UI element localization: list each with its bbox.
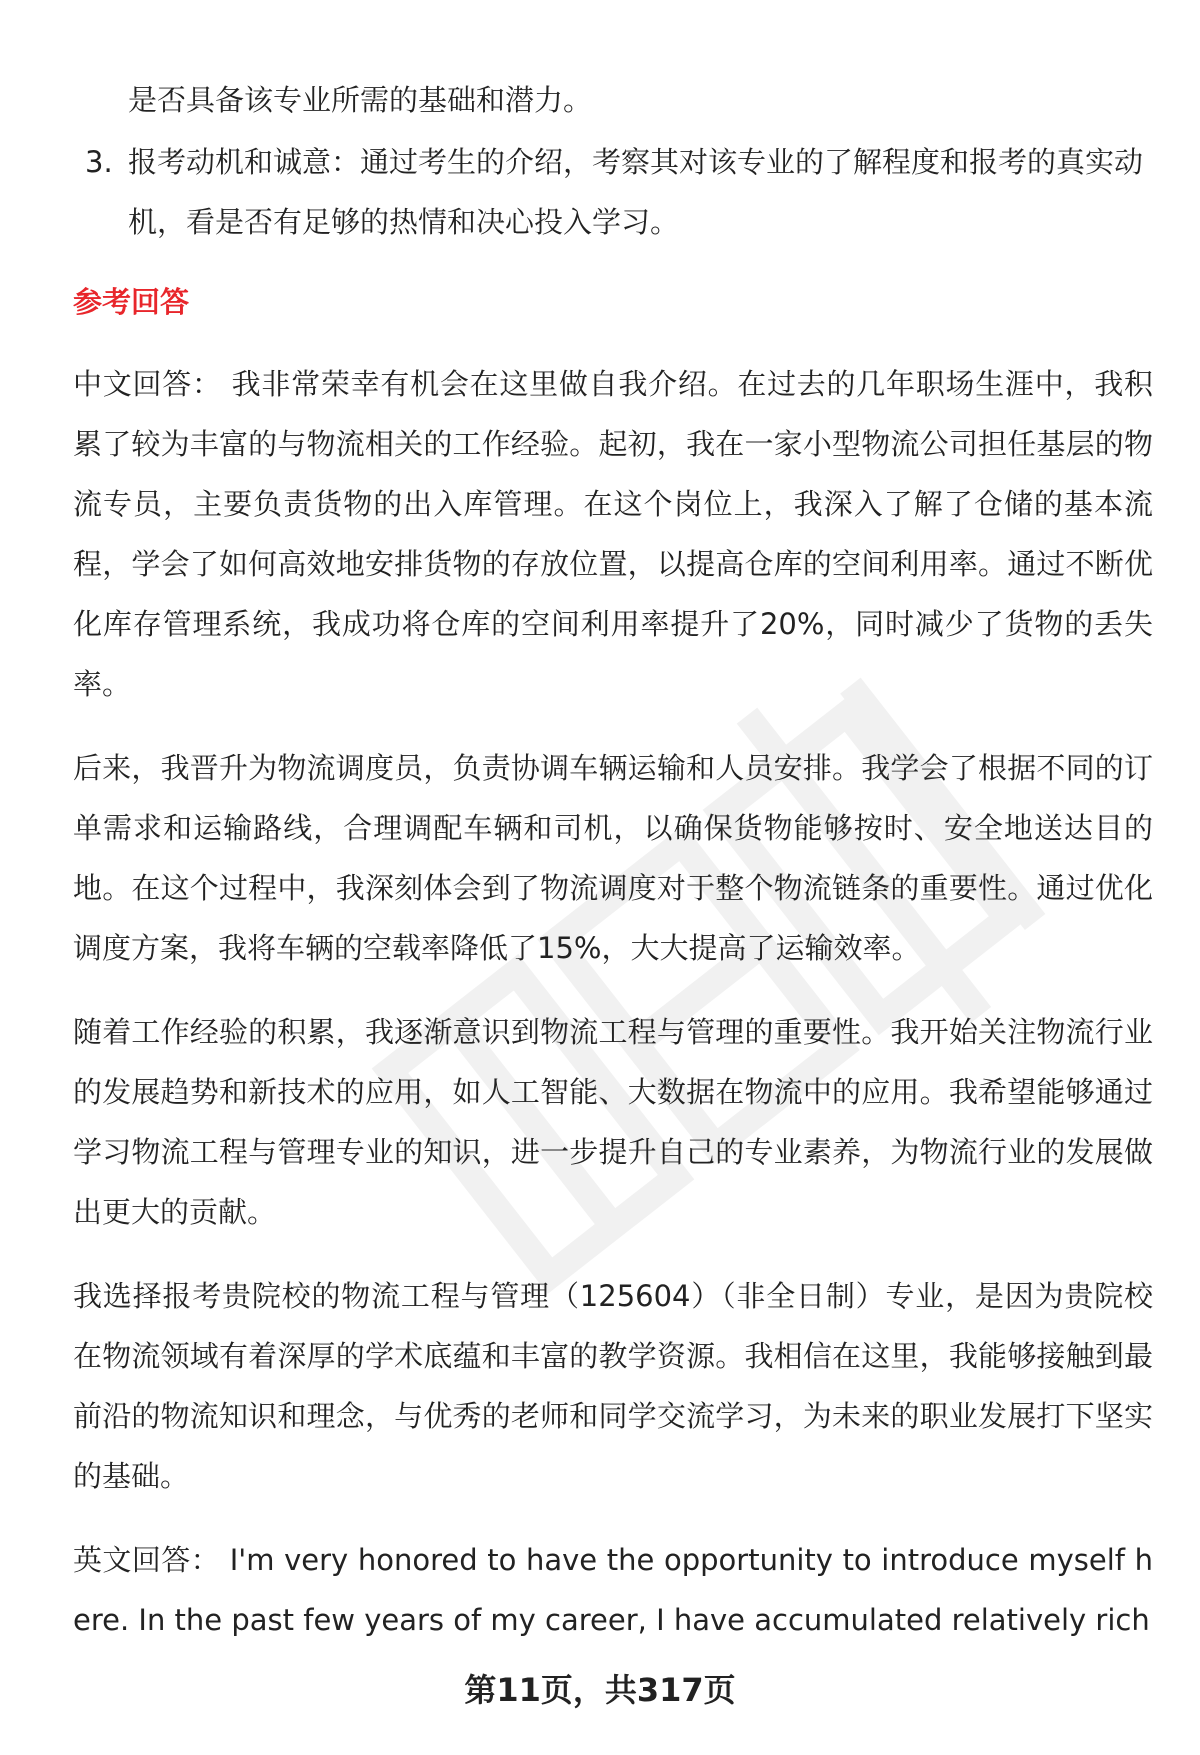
paragraph: 后来，我晋升为物流调度员，负责协调车辆运输和人员安排。我学会了根据不同的订单需求和运输路线，合理调配车辆和司机，以确保货物能够按时、安全地送达目的地。在这个过程中，我深刻体会到了物流调度对于整个物流链条的重要性。通过优化调度方案，我将车辆的空载率降低了15%，大大提高了运输效率。: [73, 751, 1153, 965]
paragraph-chinese-answer: 中文回答： 我非常荣幸有机会在这里做自我介绍。在过去的几年职场生涯中，我积累了较为丰富的与物流相关的工作经验。起初，我在一家小型物流公司担任基层的物流专员，主要负责货物的出入库管理。在这个岗位上，我深入了解了仓储的基本流程，学会了如何高效地安排货物的存放位置，以提高仓库的空间利用率。通过不断优化库存管理系统，我成功将仓库的空间利用率提升了20%，同时减少了货物的丢失率。: [73, 367, 1153, 701]
list-continuation: 是否具备该专业所需的基础和潜力。: [128, 83, 593, 117]
list-text: 报考动机和诚意：通过考生的介绍，考察其对该专业的了解程度和报考的真实动机，看是否有足够的热情和决心投入学习。: [128, 145, 1144, 239]
paragraph-english-answer: 英文回答： I'm very honored to have the opportunity to introduce myself here. In the past few years of my career, I have accumulated relatively rich: [73, 1543, 1153, 1637]
list-item: [73, 132, 1153, 252]
paragraph: 我选择报考贵院校的物流工程与管理（125604）（非全日制）专业，是因为贵院校在物流领域有着深厚的学术底蕴和丰富的教学资源。我相信在这里，我能够接触到最前沿的物流知识和理念，与优秀的老师和同学交流学习，为未来的职业发展打下坚实的基础。: [73, 1279, 1153, 1493]
list-number: 3.: [85, 145, 113, 179]
paragraph: 随着工作经验的积累，我逐渐意识到物流工程与管理的重要性。我开始关注物流行业的发展趋势和新技术的应用，如人工智能、大数据在物流中的应用。我希望能够通过学习物流工程与管理专业的知识，进一步提升自己的专业素养，为物流行业的发展做出更大的贡献。: [73, 1015, 1153, 1229]
section-heading: 参考回答: [73, 285, 190, 319]
document-body: [73, 70, 1153, 1650]
page-footer: 第11页，共317页: [464, 1671, 736, 1709]
